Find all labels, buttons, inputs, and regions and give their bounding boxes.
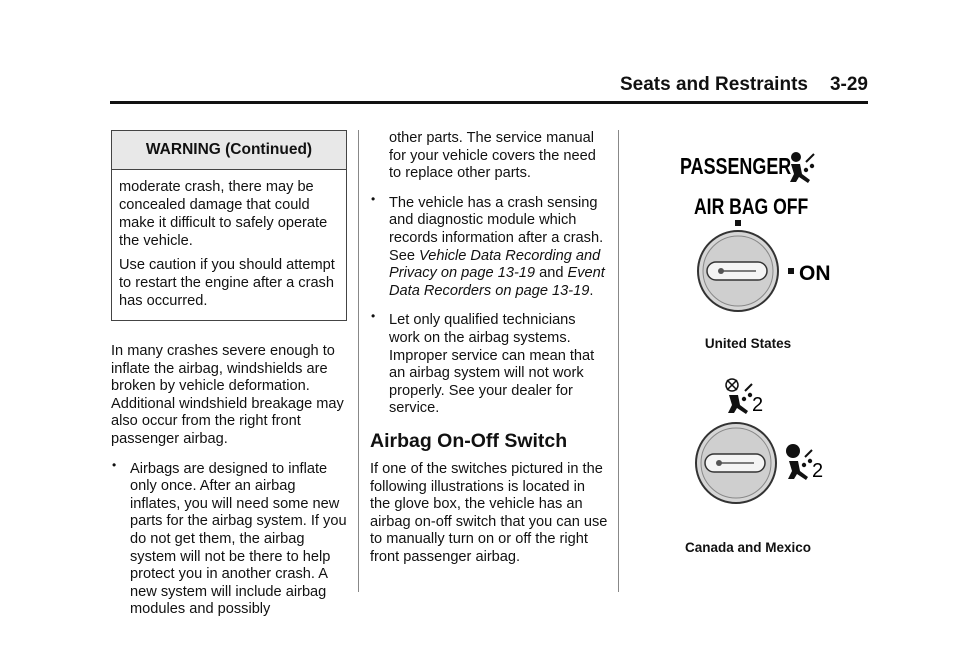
warning-paragraph: Use caution if you should attempt to restart the engine after a crash has occurred. — [119, 257, 335, 309]
list-item: • Let only qualified technicians work on the airbag systems. Improper service can mean that an airbag system will not work properly. See your dealer for service. — [370, 312, 608, 418]
bullet-text: . — [589, 282, 594, 299]
seat-number-off: 2 — [752, 394, 764, 416]
airbag-off-icon — [726, 379, 752, 414]
page-number: 3-29 — [829, 74, 868, 95]
section-heading: Airbag On-Off Switch — [370, 429, 568, 452]
passenger-airbag-icon — [790, 152, 814, 183]
bullet-continuation: other parts. The service manual for your vehicle covers the need to replace other parts. — [389, 130, 596, 182]
column-divider-1 — [358, 130, 359, 592]
header-rule — [110, 101, 868, 104]
off-indicator-mark — [735, 220, 741, 226]
figure-caption: United States — [704, 336, 792, 351]
body-paragraph: If one of the switches pictured in the following illustrations is located in the glove box, the vehicle has an airbag on-off switch that you can use to manually turn on or off the right front passenger airbag. — [370, 460, 608, 565]
airbag-off-label: AIR BAG OFF — [694, 195, 809, 220]
bullet-text: The vehicle has a crash sensing and diagnostic module which records information after a crash. See — [389, 194, 604, 264]
airbag-on-icon — [786, 444, 812, 480]
column-3 — [628, 130, 868, 555]
page-header — [620, 74, 868, 96]
cross-reference-link[interactable]: Event Data Recorders on page 13-19 — [389, 265, 605, 299]
seat-number-on: 2 — [812, 460, 824, 482]
passenger-label: PASSENGER — [680, 153, 792, 180]
cross-reference-link[interactable]: Vehicle Data Recording and Privacy on page 13-19 — [389, 247, 601, 282]
list-item: • Airbags are designed to inflate only once. After an airbag inflates, you will need some new parts for the airbag system. If you do not get them, the airbag system will not be there to help protect you in another crash. A new system will include airbag modules and possibly — [111, 461, 347, 619]
bullet-list — [370, 195, 608, 418]
section-title: Seats and Restraints — [620, 74, 808, 95]
canada-switch-figure — [628, 365, 868, 537]
on-label: ON — [799, 262, 831, 285]
figure-caption: Canada and Mexico — [684, 540, 812, 555]
us-switch-figure — [628, 138, 868, 338]
bullet-text: and — [539, 265, 564, 282]
key-switch[interactable] — [698, 231, 778, 311]
warning-body — [112, 170, 346, 320]
warning-paragraph: moderate crash, there may be concealed damage that could make it difficult to safely operate the vehicle. — [119, 179, 328, 249]
column-2 — [370, 130, 608, 566]
bullet-list — [111, 461, 347, 619]
list-item — [370, 195, 608, 301]
key-switch[interactable] — [696, 423, 776, 503]
intro-paragraph: In many crashes severe enough to inflate the airbag, windshields are broken by vehicle deformation. Additional windshield breakage may also occur from the right front passenger airbag. — [111, 343, 344, 447]
column-divider-2 — [618, 130, 619, 592]
warning-box — [111, 130, 347, 321]
warning-title: WARNING (Continued) — [112, 131, 346, 170]
on-indicator-mark — [788, 268, 794, 274]
column-1 — [111, 130, 347, 631]
